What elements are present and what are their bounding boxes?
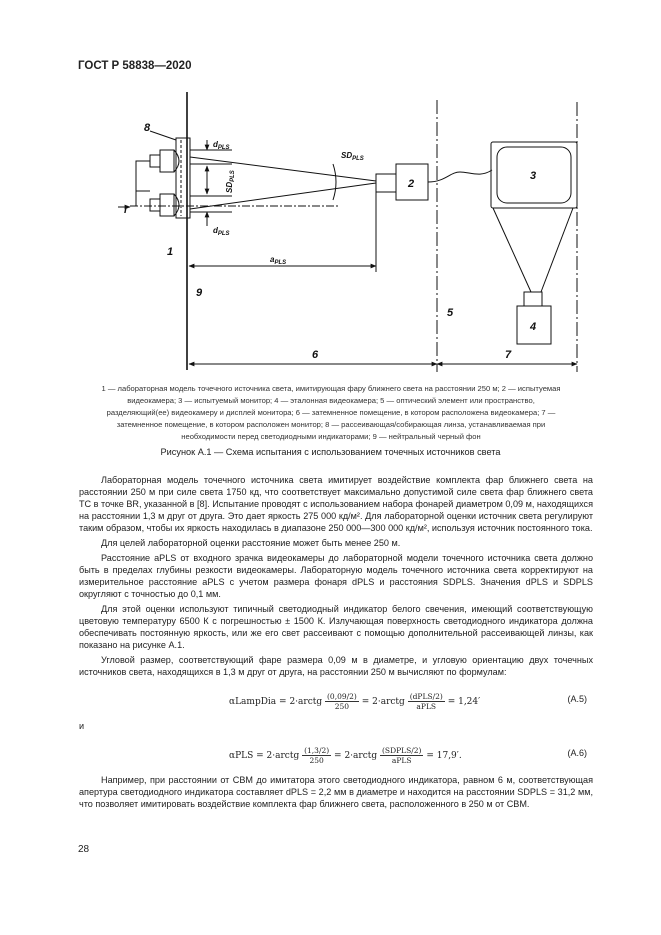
paragraph-last: Например, при расстоянии от СВМ до имитатора этого светодиодного индикатора, равном 6 м, соответствующая апертура светодиодного индикатора составляет dPLS = 2,2 мм в диаметре и находится на расстоянии SDPLS = 31,2 мм, что позволяет имитировать воздействие комплекта фар ближнего света, расположенного в 250 м от СВМ. <box>79 775 593 809</box>
a-label: $a_{PLS}$ <box>270 255 287 266</box>
sd-right-label: $SD_{PLS}$ <box>341 151 364 162</box>
label-3: 3 <box>530 170 537 182</box>
paragraph-3: Расстояние aPLS от входного зрачка видеокамеры до лабораторной модели точечного источника света должно быть в пределах глубины резкости видеокамеры. Лабораторную модель точечного источника света корректируют на измерительное расстояние aPLS с учетом размера фонаря dPLS и расстояния SDPLS. Значения dPLS и SDPLS округляют с точностью до 0,1 мм. <box>79 553 593 599</box>
paragraph-1: Лабораторная модель точечного источника света имитирует воздействие комплекта фар ближнего света на расстоянии 250 м при силе света 1750 кд, что соответствует максимально допустимой силе света фар ближнего света ТС в точке BR, указанной в [8]. Испытание проводят с использованием набора фонарей диаметром 0,09 м, находящихся на расстоянии 1,3 м друг от друга. Это дает яркость 275 000 кд/м². Для лабораторной оценки источник света регулируют таким образом, чтобы их яркость находилась в диапазоне 250 000—300 000 кд/м², используя источник постоянного тока. <box>79 475 593 533</box>
d-bottom-label: $d_{PLS}$ <box>213 226 230 237</box>
label-5: 5 <box>447 307 454 319</box>
cable <box>428 170 492 182</box>
page-number: 28 <box>78 844 90 855</box>
and-word: и <box>79 721 85 731</box>
formula-number-a6: (А.6) <box>567 748 587 758</box>
label-1: 1 <box>167 246 174 258</box>
label-6: 6 <box>312 349 319 361</box>
label-2: 2 <box>408 178 415 190</box>
label-8: 8 <box>144 122 151 134</box>
label-4: 4 <box>530 321 537 333</box>
label-7: 7 <box>505 349 512 361</box>
formula-a6: αPLS = 2·arctg $\frac{(1,3/2)}{250}$ = 2·arctg $\frac{\text{(SDPLS/2)}}{\text{aPLS}}$ = 17,9′. (А.6) <box>229 746 587 765</box>
paragraph-5: Угловой размер, соответствующий фаре размера 0,09 м в диаметре, и угловую ориентацию двух точечных источников света, находящихся в 1,3 м друг от друга, на расстоянии 250 м вычисляют по формулам: <box>79 655 593 677</box>
camera-lens <box>376 174 396 192</box>
sd-left-label: $SD_{PLS}$ <box>225 170 236 193</box>
test-setup-diagram <box>0 0 661 380</box>
formula-a5: αLampDia = 2·arctg $\frac{(0,09/2)}{250}$ = 2·arctg $\frac{\text{(dPLS/2)}}{\text{aPLS}}$ = 1,24′ (А.5) <box>229 692 587 711</box>
paragraph-4: Для этой оценки используют типичный светодиодный индикатор белого свечения, имеющий соответствующую цветовую температуру 6500 К с погрешностью ± 1500 К. Излучающая поверхность светодиодного индикатора должна обеспечивать постоянную яркость, или же его свет рассеивают с помощью дополнительной рассеивающей линзы, как показано на рисунке А.1. <box>79 604 593 650</box>
lamp-top <box>160 150 174 172</box>
page-header: ГОСТ Р 58838—2020 <box>78 60 192 72</box>
paragraph-2: Для целей лабораторной оценки расстояние может быть менее 250 м. <box>101 538 401 548</box>
label-9: 9 <box>196 287 203 299</box>
d-top-label: $d_{PLS}$ <box>213 140 230 151</box>
ref-camera-lens <box>524 292 542 306</box>
body-text <box>79 474 593 813</box>
lamp-bottom <box>160 194 174 216</box>
label-I: I <box>124 205 127 216</box>
formula-number-a5: (А.5) <box>567 694 587 704</box>
figure-legend: 1 — лабораторная модель точечного источника света, имитирующая фару ближнего света на расстоянии 250 м; 2 — испытуемая видеокамера; 3 — испытуемый монитор; 4 — эталонная видеокамера; 5 — оптический элемент или пространство, разделяющий(ее) видеокамеру и дисплей монитора; 6 — затемненное помещение, в котором расположена видеокамера; 7 — затемненное помещение, в котором расположен монитор; 8 — рассеивающая/собирающая линза, устанавливаемая при необходимости перед светодиодными индикаторами; 9 — нейтральный черный фон <box>101 384 561 441</box>
figure-caption: Рисунок А.1 — Схема испытания с использованием точечных источников света <box>160 447 501 457</box>
